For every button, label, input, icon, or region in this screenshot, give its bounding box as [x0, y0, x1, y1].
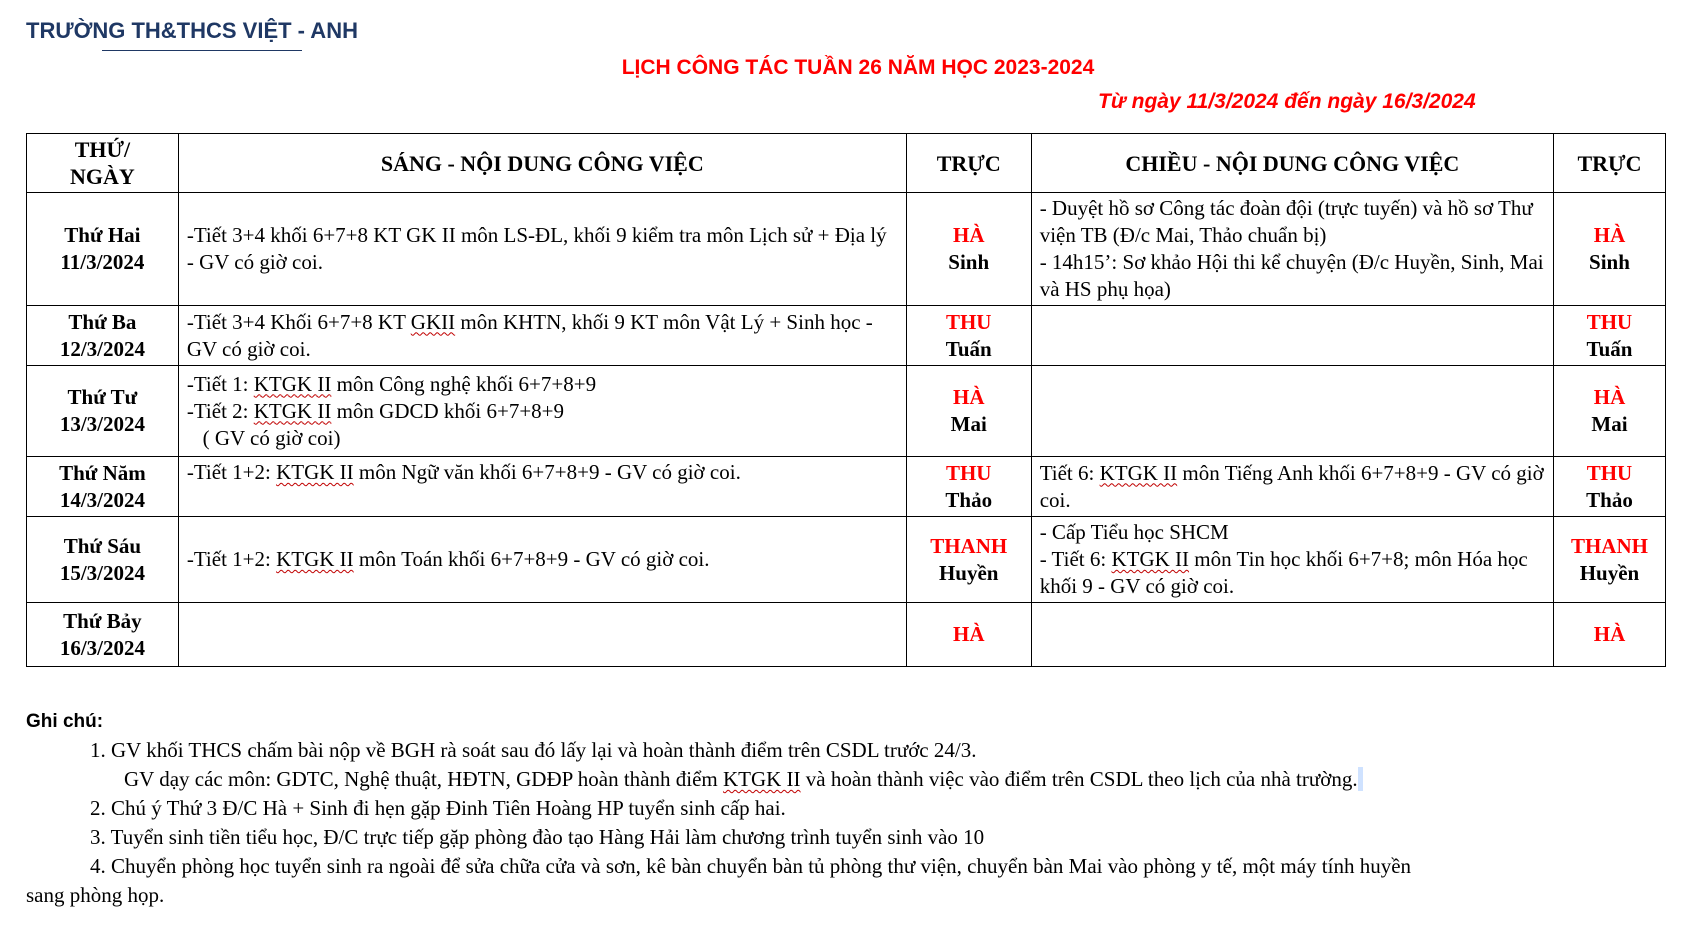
col-afternoon-header: CHIỀU - NỘI DUNG CÔNG VIỆC: [1031, 134, 1553, 193]
day-cell: Thứ Tư 13/3/2024: [27, 366, 179, 457]
date-range: Từ ngày 11/3/2024 đến ngày 16/3/2024: [1098, 90, 1476, 113]
col-day-header: THỨ/ NGÀY: [27, 134, 179, 193]
morning-cell: -Tiết 1: KTGK II môn Công nghệ khối 6+7+8+9 -Tiết 2: KTGK II môn GDCD khối 6+7+8+9 ( GV có giờ coi): [178, 366, 906, 457]
col-duty-afternoon-header: TRỰC: [1553, 134, 1665, 193]
duty-morning-cell: THU Thảo: [906, 457, 1031, 517]
duty-afternoon-cell: HÀ Sinh: [1553, 193, 1665, 306]
page-title: LỊCH CÔNG TÁC TUẦN 26 NĂM HỌC 2023-2024: [621, 56, 1095, 79]
afternoon-cell: [1031, 603, 1553, 667]
day-cell: Thứ Hai 11/3/2024: [27, 193, 179, 306]
duty-afternoon-cell: THU Tuấn: [1553, 306, 1665, 366]
table-row: [27, 366, 1666, 457]
afternoon-cell: Tiết 6: KTGK II môn Tiếng Anh khối 6+7+8+9 - GV có giờ coi.: [1031, 457, 1553, 517]
day-cell: Thứ Bảy 16/3/2024: [27, 603, 179, 667]
schedule-table: [26, 133, 1666, 667]
table-row: [27, 306, 1666, 366]
school-name: TRƯỜNG TH&THCS VIỆT - ANH: [26, 18, 358, 43]
note-item: 2. Chú ý Thứ 3 Đ/C Hà + Sinh đi hẹn gặp Đinh Tiên Hoàng HP tuyển sinh cấp hai.: [90, 796, 786, 820]
table-row: [27, 517, 1666, 603]
duty-morning-cell: THU Tuấn: [906, 306, 1031, 366]
header-row: [27, 134, 1666, 193]
note-item: 3. Tuyển sinh tiền tiểu học, Đ/C trực tiếp gặp phòng đào tạo Hàng Hải làm chương trình tuyển sinh vào 10: [90, 825, 985, 849]
afternoon-cell: - Cấp Tiểu học SHCM - Tiết 6: KTGK II môn Tin học khối 6+7+8; môn Hóa học khối 9 - GV có giờ coi.: [1031, 517, 1553, 603]
afternoon-cell: [1031, 306, 1553, 366]
note-item: 4. Chuyển phòng học tuyển sinh ra ngoài để sửa chữa cửa và sơn, kê bàn chuyển bàn tủ phòng thư viện, chuyển bàn Mai vào phòng y tế, một máy tính huyền: [90, 854, 1412, 878]
afternoon-cell: - Duyệt hồ sơ Công tác đoàn đội (trực tuyến) và hồ sơ Thư viện TB (Đ/c Mai, Thảo chuẩn bị) - 14h15’: Sơ khảo Hội thi kể chuyện (Đ/c Huyền, Sinh, Mai và HS phụ họa): [1031, 193, 1553, 306]
note-item-continuation: sang phòng họp.: [26, 883, 165, 907]
day-cell: Thứ Ba 12/3/2024: [27, 306, 179, 366]
duty-afternoon-cell: HÀ: [1553, 603, 1665, 667]
morning-cell: -Tiết 1+2: KTGK II môn Toán khối 6+7+8+9 - GV có giờ coi.: [178, 517, 906, 603]
day-cell: Thứ Sáu 15/3/2024: [27, 517, 179, 603]
duty-afternoon-cell: THU Thảo: [1553, 457, 1665, 517]
morning-cell: -Tiết 1+2: KTGK II môn Ngữ văn khối 6+7+8+9 - GV có giờ coi.: [178, 457, 906, 517]
day-cell: Thứ Năm 14/3/2024: [27, 457, 179, 517]
duty-afternoon-cell: HÀ Mai: [1553, 366, 1665, 457]
duty-morning-cell: HÀ Sinh: [906, 193, 1031, 306]
duty-morning-cell: HÀ Mai: [906, 366, 1031, 457]
morning-cell: -Tiết 3+4 Khối 6+7+8 KT GKII môn KHTN, khối 9 KT môn Vật Lý + Sinh học - GV có giờ coi.: [178, 306, 906, 366]
table-row: [27, 193, 1666, 306]
notes-section: [26, 707, 1666, 910]
table-row: [27, 457, 1666, 517]
duty-afternoon-cell: THANH Huyền: [1553, 517, 1665, 603]
duty-morning-cell: THANH Huyền: [906, 517, 1031, 603]
morning-cell: -Tiết 3+4 khối 6+7+8 KT GK II môn LS-ĐL, khối 9 kiểm tra môn Lịch sử + Địa lý - GV có giờ coi.: [178, 193, 906, 306]
note-item: GV dạy các môn: GDTC, Nghệ thuật, HĐTN, GDĐP hoàn thành điểm KTGK II và hoàn thành việc vào điểm trên CSDL theo lịch của nhà trường.: [26, 765, 1666, 794]
afternoon-cell: [1031, 366, 1553, 457]
morning-cell: [178, 603, 906, 667]
notes-label: Ghi chú:: [26, 711, 104, 732]
table-row: [27, 603, 1666, 667]
col-duty-morning-header: TRỰC: [906, 134, 1031, 193]
note-item: 1. GV khối THCS chấm bài nộp về BGH rà soát sau đó lấy lại và hoàn thành điểm trên CSDL trước 24/3.: [90, 738, 977, 762]
duty-morning-cell: HÀ: [906, 603, 1031, 667]
col-morning-header: SÁNG - NỘI DUNG CÔNG VIỆC: [178, 134, 906, 193]
school-underline: [102, 50, 302, 51]
